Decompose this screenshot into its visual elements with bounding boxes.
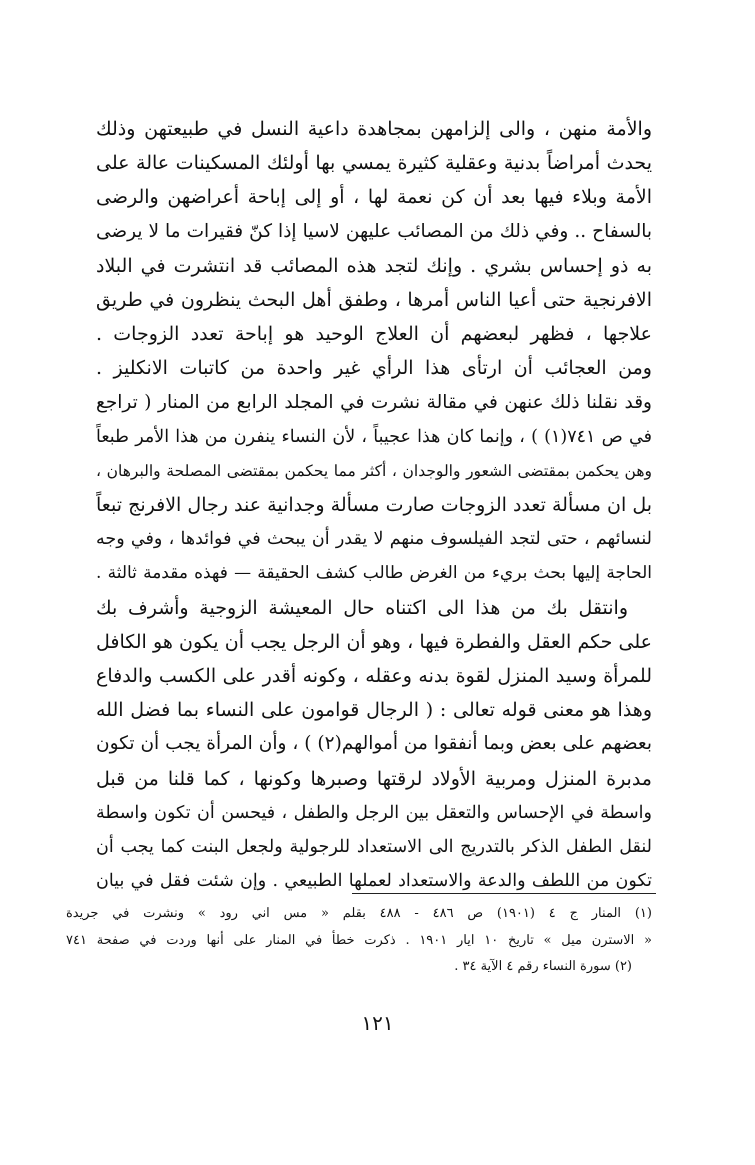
text-line: ومن العجائب أن ارتأى هذا الرأي غير واحدة من كاتبات الانكليز . bbox=[96, 357, 652, 380]
text-line: مدبرة المنزل ومربية الأولاد لرقتها وصبرها وكونها ، كما قلنا من قبل bbox=[96, 767, 652, 790]
text-line: وانتقل بك من هذا الى اكتناه حال المعيشة الزوجية وأشرف بك bbox=[96, 596, 628, 619]
text-line: تكون من اللطف والدعة والاستعداد لعملها الطبيعي . وإن شئت فقل في بيان bbox=[96, 871, 652, 892]
footnote-separator bbox=[352, 893, 656, 894]
text-line: علاجها ، فظهر لبعضهم أن العلاج الوحيد هو إباحة تعدد الزوجات . bbox=[96, 323, 652, 346]
text-line: وقد نقلنا ذلك عنهن في مقالة نشرت في المجلد الرابع من المنار ( تراجع bbox=[96, 391, 652, 413]
footnote-line: (١) المنار ج ٤ (١٩٠١) ص ٤٨٦ - ٤٨٨ بقلم « مس اني رود » ونشرت في جريدة bbox=[66, 906, 652, 921]
body-text bbox=[96, 112, 652, 898]
text-line: لنسائهم ، حتى لتجد الفيلسوف منهم لا يقدر أن يبحث في فوائدها ، وفي وجه bbox=[96, 529, 652, 550]
text-line: واسطة في الإحساس والتعقل بين الرجل والطفل ، فيحسن أن تكون واسطة bbox=[96, 802, 652, 823]
text-line: في ص ٧٤١(١) ) ، وإنما كان هذا عجيباً ، لأن النساء ينفرن من هذا الأمر طبعاً bbox=[96, 426, 652, 447]
text-line: وهذا هو معنى قوله تعالى : ( الرجال قوامون على النساء بما فضل الله bbox=[96, 699, 652, 722]
text-line: والأمة منهن ، والى إلزامهن بمجاهدة داعية النسل في طبيعتهن وذلك bbox=[96, 118, 652, 140]
text-line: وهن يحكمن بمقتضى الشعور والوجدان ، أكثر مما يحكمن بمقتضى المصلحة والبرهان ، bbox=[96, 461, 652, 480]
text-line: بعضهم على بعض وبما أنفقوا من أموالهم(٢) ) ، وأن المرأة يجب أن تكون bbox=[96, 733, 652, 755]
page-number: ١٢١ bbox=[361, 1011, 394, 1035]
footnote-line: (٢) سورة النساء رقم ٤ الآية ٣٤ . bbox=[454, 959, 632, 974]
text-line: به ذو إحساس بشري . وإنك لتجد هذه المصائب قد انتشرت في البلاد bbox=[96, 254, 652, 277]
text-line: الافرنجية حتى أعيا الناس أمرها ، وطفق أهل البحث ينظرون في طريق bbox=[96, 288, 652, 311]
text-line: الحاجة إليها بحث بريء من الغرض طالب كشف الحقيقة — فهذه مقدمة ثالثة . bbox=[96, 563, 652, 584]
text-line: على حكم العقل والفطرة فيها ، وهو أن الرجل يجب أن يكون هو الكافل bbox=[96, 630, 652, 653]
footnote-line: « الاسترن ميل » تاريخ ١٠ ايار ١٩٠١ . ذكرت خطأ في المنار على أنها وردت في صفحة ٧٤١ bbox=[66, 932, 652, 948]
text-line: يحدث أمراضاً بدنية وعقلية كثيرة يمسي بها أولئك المسكينات عالة على bbox=[96, 152, 652, 175]
text-line: الأمة وبلاء فيها بعد أن كن نعمة لها ، أو إلى إباحة أعراضهن والرضى bbox=[96, 186, 652, 209]
text-line: لنقل الطفل الذكر بالتدريج الى الاستعداد للرجولية ولجعل البنت كما يجب أن bbox=[96, 836, 652, 857]
text-line: للمرأة وسيد المنزل لقوة بدنه وعقله ، وكونه أقدر على الكسب والدفاع bbox=[96, 665, 652, 687]
text-line: بالسفاح .. وفي ذلك من المصائب عليهن لاسيا إذا كنّ فقيرات ما لا يرضى bbox=[96, 220, 652, 242]
footnotes bbox=[66, 901, 652, 981]
text-line: بل ان مسألة تعدد الزوجات صارت مسألة وجدانية عند رجال الافرنج تبعاً bbox=[96, 494, 652, 517]
